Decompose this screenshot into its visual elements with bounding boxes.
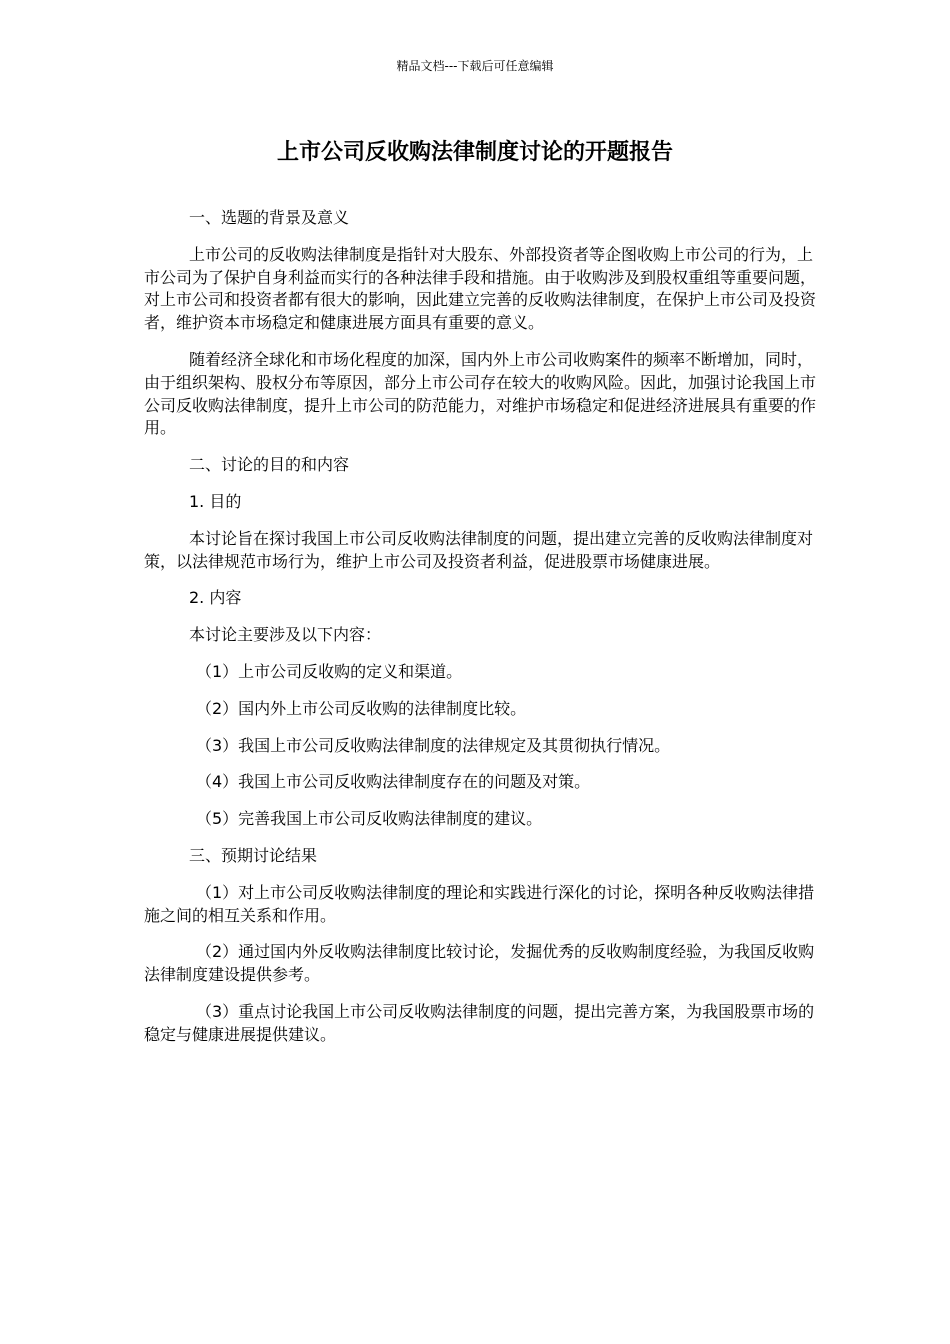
list-item: （2）国内外上市公司反收购的法律制度比较。 — [196, 698, 527, 718]
expected-result-item: （3）重点讨论我国上市公司反收购法律制度的问题，提出完善方案，为我国股票市场的稳定与健康进展提供建议。 — [144, 1001, 815, 1044]
section-heading-expected-results: 三、预期讨论结果 — [189, 845, 318, 865]
subheading-purpose: 1. 目的 — [189, 491, 242, 511]
list-item: （5）完善我国上市公司反收购法律制度的建议。 — [196, 809, 543, 829]
expected-result-item: （1）对上市公司反收购法律制度的理论和实践进行深化的讨论，探明各种反收购法律措施之间的相互关系和作用。 — [144, 882, 815, 925]
paragraph-purpose: 本讨论旨在探讨我国上市公司反收购法律制度的问题，提出建立完善的反收购法律制度对策，以法律规范市场行为，维护上市公司及投资者利益，促进股票市场健康进展。 — [144, 528, 814, 571]
document-body — [144, 207, 816, 1047]
list-item: （4）我国上市公司反收购法律制度存在的问题及对策。 — [196, 772, 591, 792]
section-heading-purpose-content: 二、讨论的目的和内容 — [189, 455, 350, 475]
section-heading-background: 一、选题的背景及意义 — [189, 208, 350, 227]
content-intro: 本讨论主要涉及以下内容： — [189, 625, 382, 645]
document-title: 上市公司反收购法律制度讨论的开题报告 — [276, 140, 673, 165]
expected-result-item: （2）通过国内外反收购法律制度比较讨论，发掘优秀的反收购制度经验，为我国反收购法律制度建设提供参考。 — [144, 942, 815, 985]
paragraph-background-2: 随着经济全球化和市场化程度的加深，国内外上市公司收购案件的频率不断增加，同时，由于组织架构、股权分布等原因，部分上市公司存在较大的收购风险。因此，加强讨论我国上市公司反收购法律制度，提升上市公司的防范能力，对维护市场稳定和促进经济进展具有重要的作用。 — [144, 349, 817, 438]
subheading-content: 2. 内容 — [189, 588, 242, 608]
paragraph-background-1: 上市公司的反收购法律制度是指针对大股东、外部投资者等企图收购上市公司的行为，上市公司为了保护自身利益而实行的各种法律手段和措施。由于收购涉及到股权重组等重要问题，对上市公司和投资者都有很大的影响，因此建立完善的反收购法律制度，在保护上市公司及投资者，维护资本市场稳定和健康进展方面具有重要的意义。 — [144, 244, 817, 333]
page-header-note: 精品文档---下载后可任意编辑 — [396, 59, 554, 73]
list-item: （1）上市公司反收购的定义和渠道。 — [196, 661, 463, 681]
list-item: （3）我国上市公司反收购法律制度的法律规定及其贯彻执行情况。 — [196, 735, 671, 755]
